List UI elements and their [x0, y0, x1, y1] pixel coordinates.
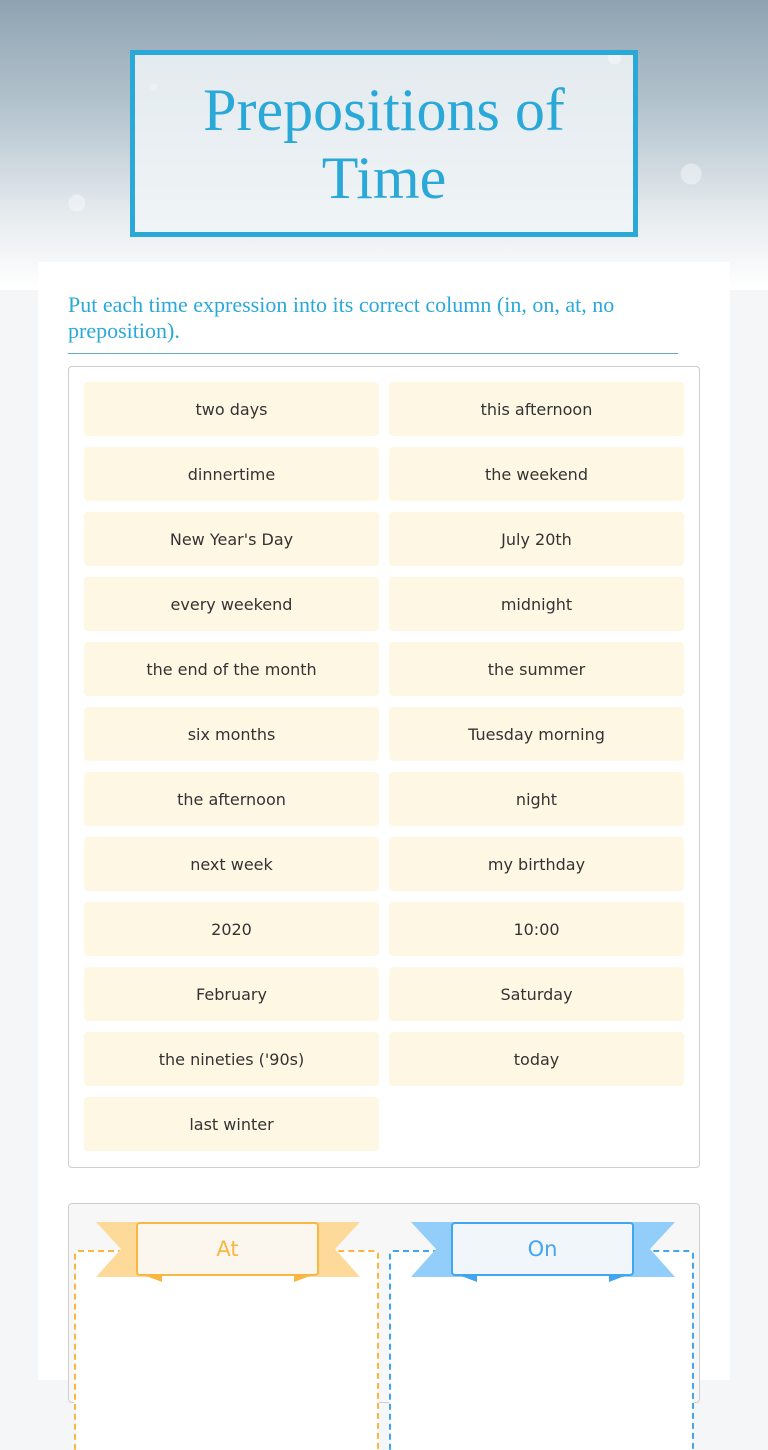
ribbon-header [96, 1222, 360, 1282]
draggable-word[interactable]: my birthday [389, 837, 684, 891]
draggable-word[interactable]: today [389, 1032, 684, 1086]
draggable-word[interactable]: last winter [84, 1097, 379, 1151]
draggable-word[interactable]: night [389, 772, 684, 826]
draggable-word[interactable]: the nineties ('90s) [84, 1032, 379, 1086]
draggable-word[interactable]: next week [84, 837, 379, 891]
draggable-word[interactable]: midnight [389, 577, 684, 631]
draggable-word[interactable]: two days [84, 382, 379, 436]
draggable-word[interactable]: July 20th [389, 512, 684, 566]
page-title: Prepositions of Time [203, 76, 565, 211]
instructions: Put each time expression into its correct column (in, on, at, no preposition). [68, 292, 678, 354]
ribbon-header [411, 1222, 675, 1282]
header-banner [0, 0, 768, 290]
draggable-word[interactable]: February [84, 967, 379, 1021]
column-label: On [451, 1222, 634, 1276]
draggable-word[interactable]: 10:00 [389, 902, 684, 956]
word-bank [68, 366, 700, 1168]
draggable-word[interactable]: the end of the month [84, 642, 379, 696]
title-box [130, 50, 638, 237]
draggable-word[interactable]: every weekend [84, 577, 379, 631]
draggable-word[interactable]: dinnertime [84, 447, 379, 501]
draggable-word[interactable]: the weekend [389, 447, 684, 501]
draggable-word[interactable]: this afternoon [389, 382, 684, 436]
draggable-word[interactable]: six months [84, 707, 379, 761]
draggable-word[interactable]: Saturday [389, 967, 684, 1021]
draggable-word[interactable]: the summer [389, 642, 684, 696]
draggable-word[interactable]: the afternoon [84, 772, 379, 826]
column-label: At [136, 1222, 319, 1276]
answer-columns [68, 1203, 700, 1403]
draggable-word[interactable]: 2020 [84, 902, 379, 956]
draggable-word[interactable]: New Year's Day [84, 512, 379, 566]
worksheet-card [38, 262, 730, 1380]
draggable-word[interactable]: Tuesday morning [389, 707, 684, 761]
